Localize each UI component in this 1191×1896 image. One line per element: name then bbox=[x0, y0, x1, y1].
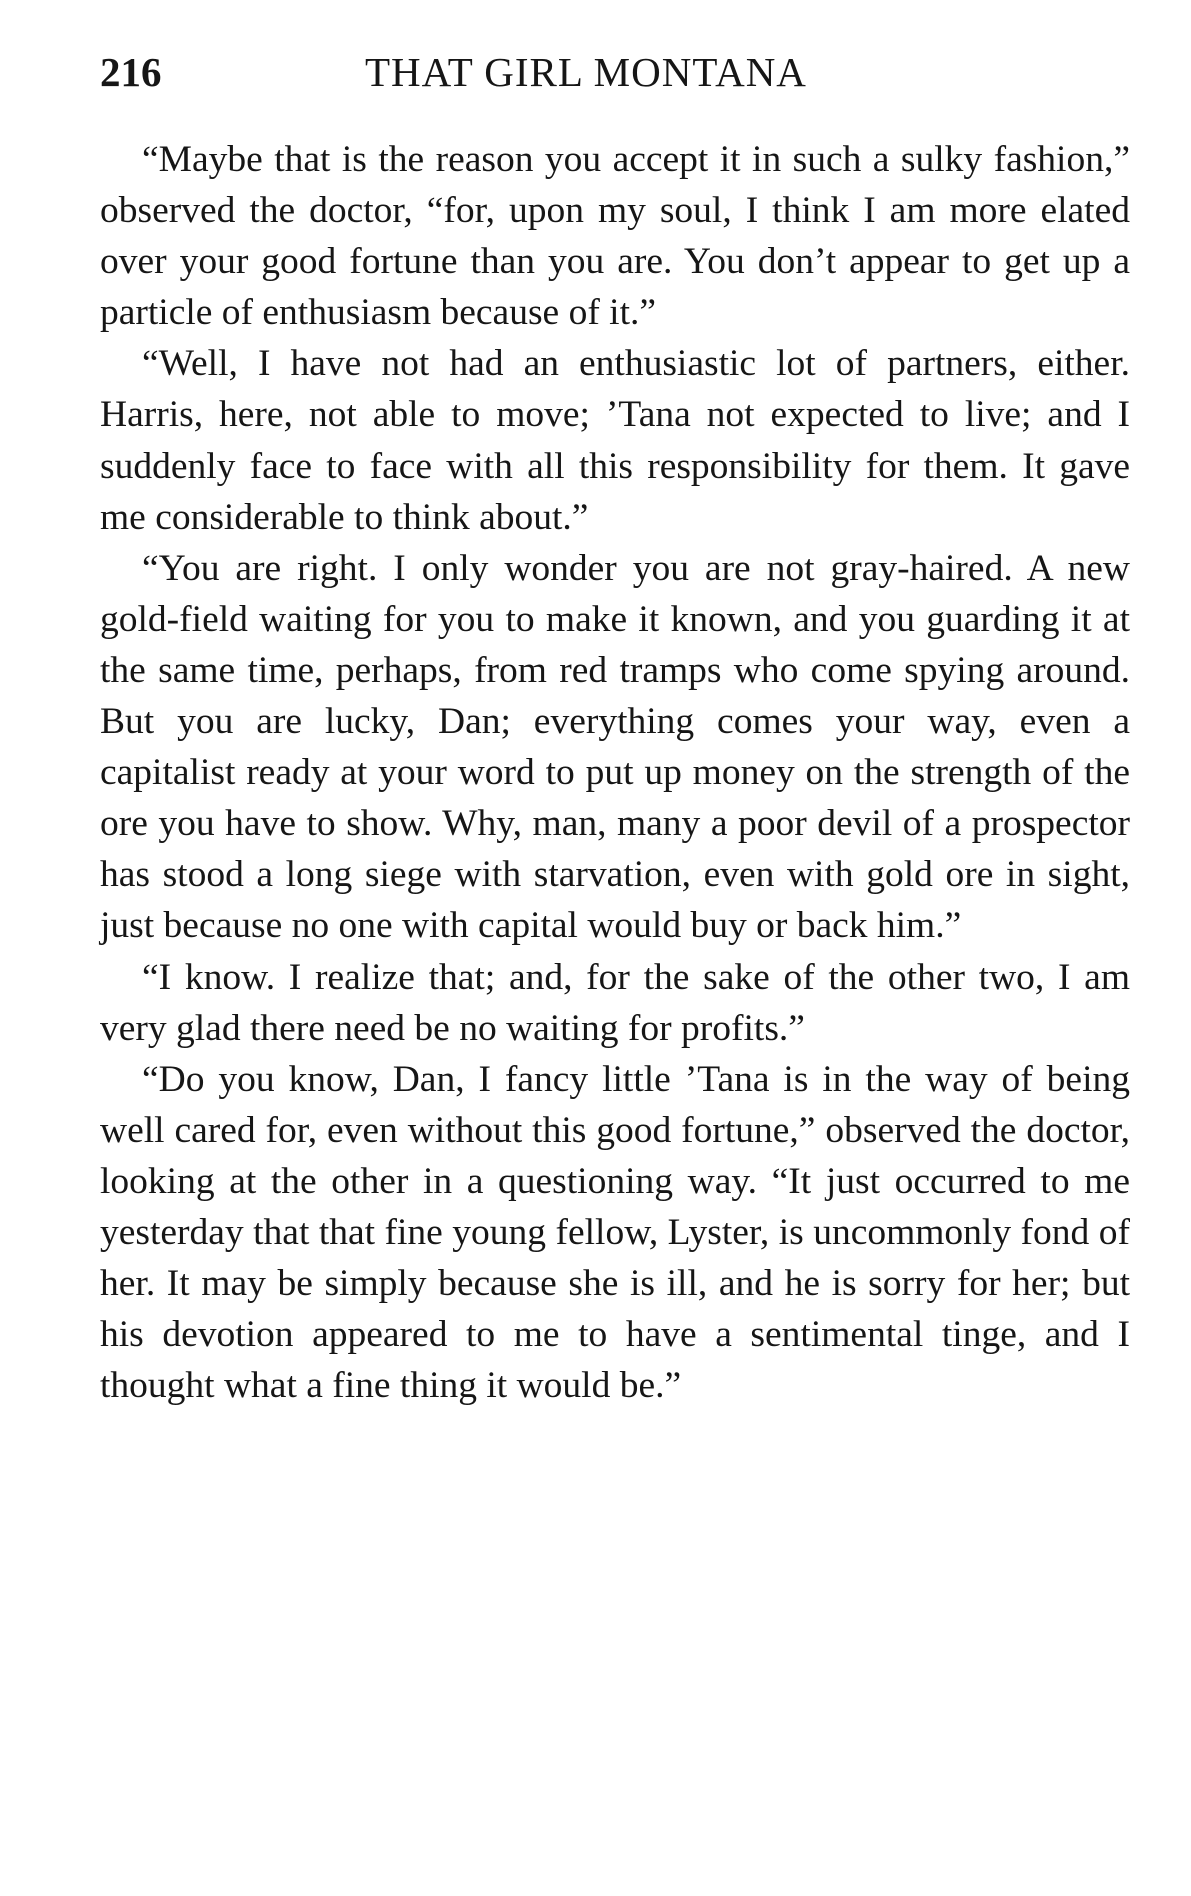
paragraph: “I know. I realize that; and, for the sake of the other two, I am very glad there need be no waiting for profits.” bbox=[100, 956, 1130, 1049]
paragraph: “Do you know, Dan, I fancy little ’Tana is in the way of being well cared for, even without this good fortune,” observed the doctor, looking at the other in a questioning way. “It just occurred to me yesterday that that fine young fellow, Lyster, is uncommonly fond of her. It may be simply because she is ill, and he is sorry for her; but his devotion appeared to me to have a sentimental tinge, and I thought what a fine thing it would be.” bbox=[100, 1058, 1130, 1407]
paragraph: “Well, I have not had an enthusiastic lot of partners, either. Harris, here, not able to move; ’Tana not expected to live; and I suddenly face to face with all this responsibility for them. It gave me considerable to think about.” bbox=[100, 343, 1130, 538]
page-header bbox=[100, 42, 1130, 102]
paragraph: “You are right. I only wonder you are not gray-haired. A new gold-field waiting for you to make it known, and you guarding it at the same time, perhaps, from red tramps who come spying around. But you are lucky, Dan; everything comes your way, even a capitalist ready at your word to put up money on the strength of the ore you have to show. Why, man, many a poor devil of a prospector has stood a long siege with starvation, even with gold ore in sight, just because no one with capital would buy or back him.” bbox=[100, 547, 1130, 947]
paragraph: “Maybe that is the reason you accept it in such a sulky fashion,” observed the doctor, “for, upon my soul, I think I am more elated over your good fortune than you are. You don’t appear to get up a particle of enthusiasm because of it.” bbox=[100, 139, 1130, 334]
body-text bbox=[100, 134, 1130, 1411]
page-number: 216 bbox=[100, 49, 162, 95]
running-title: THAT GIRL MONTANA bbox=[365, 49, 807, 95]
